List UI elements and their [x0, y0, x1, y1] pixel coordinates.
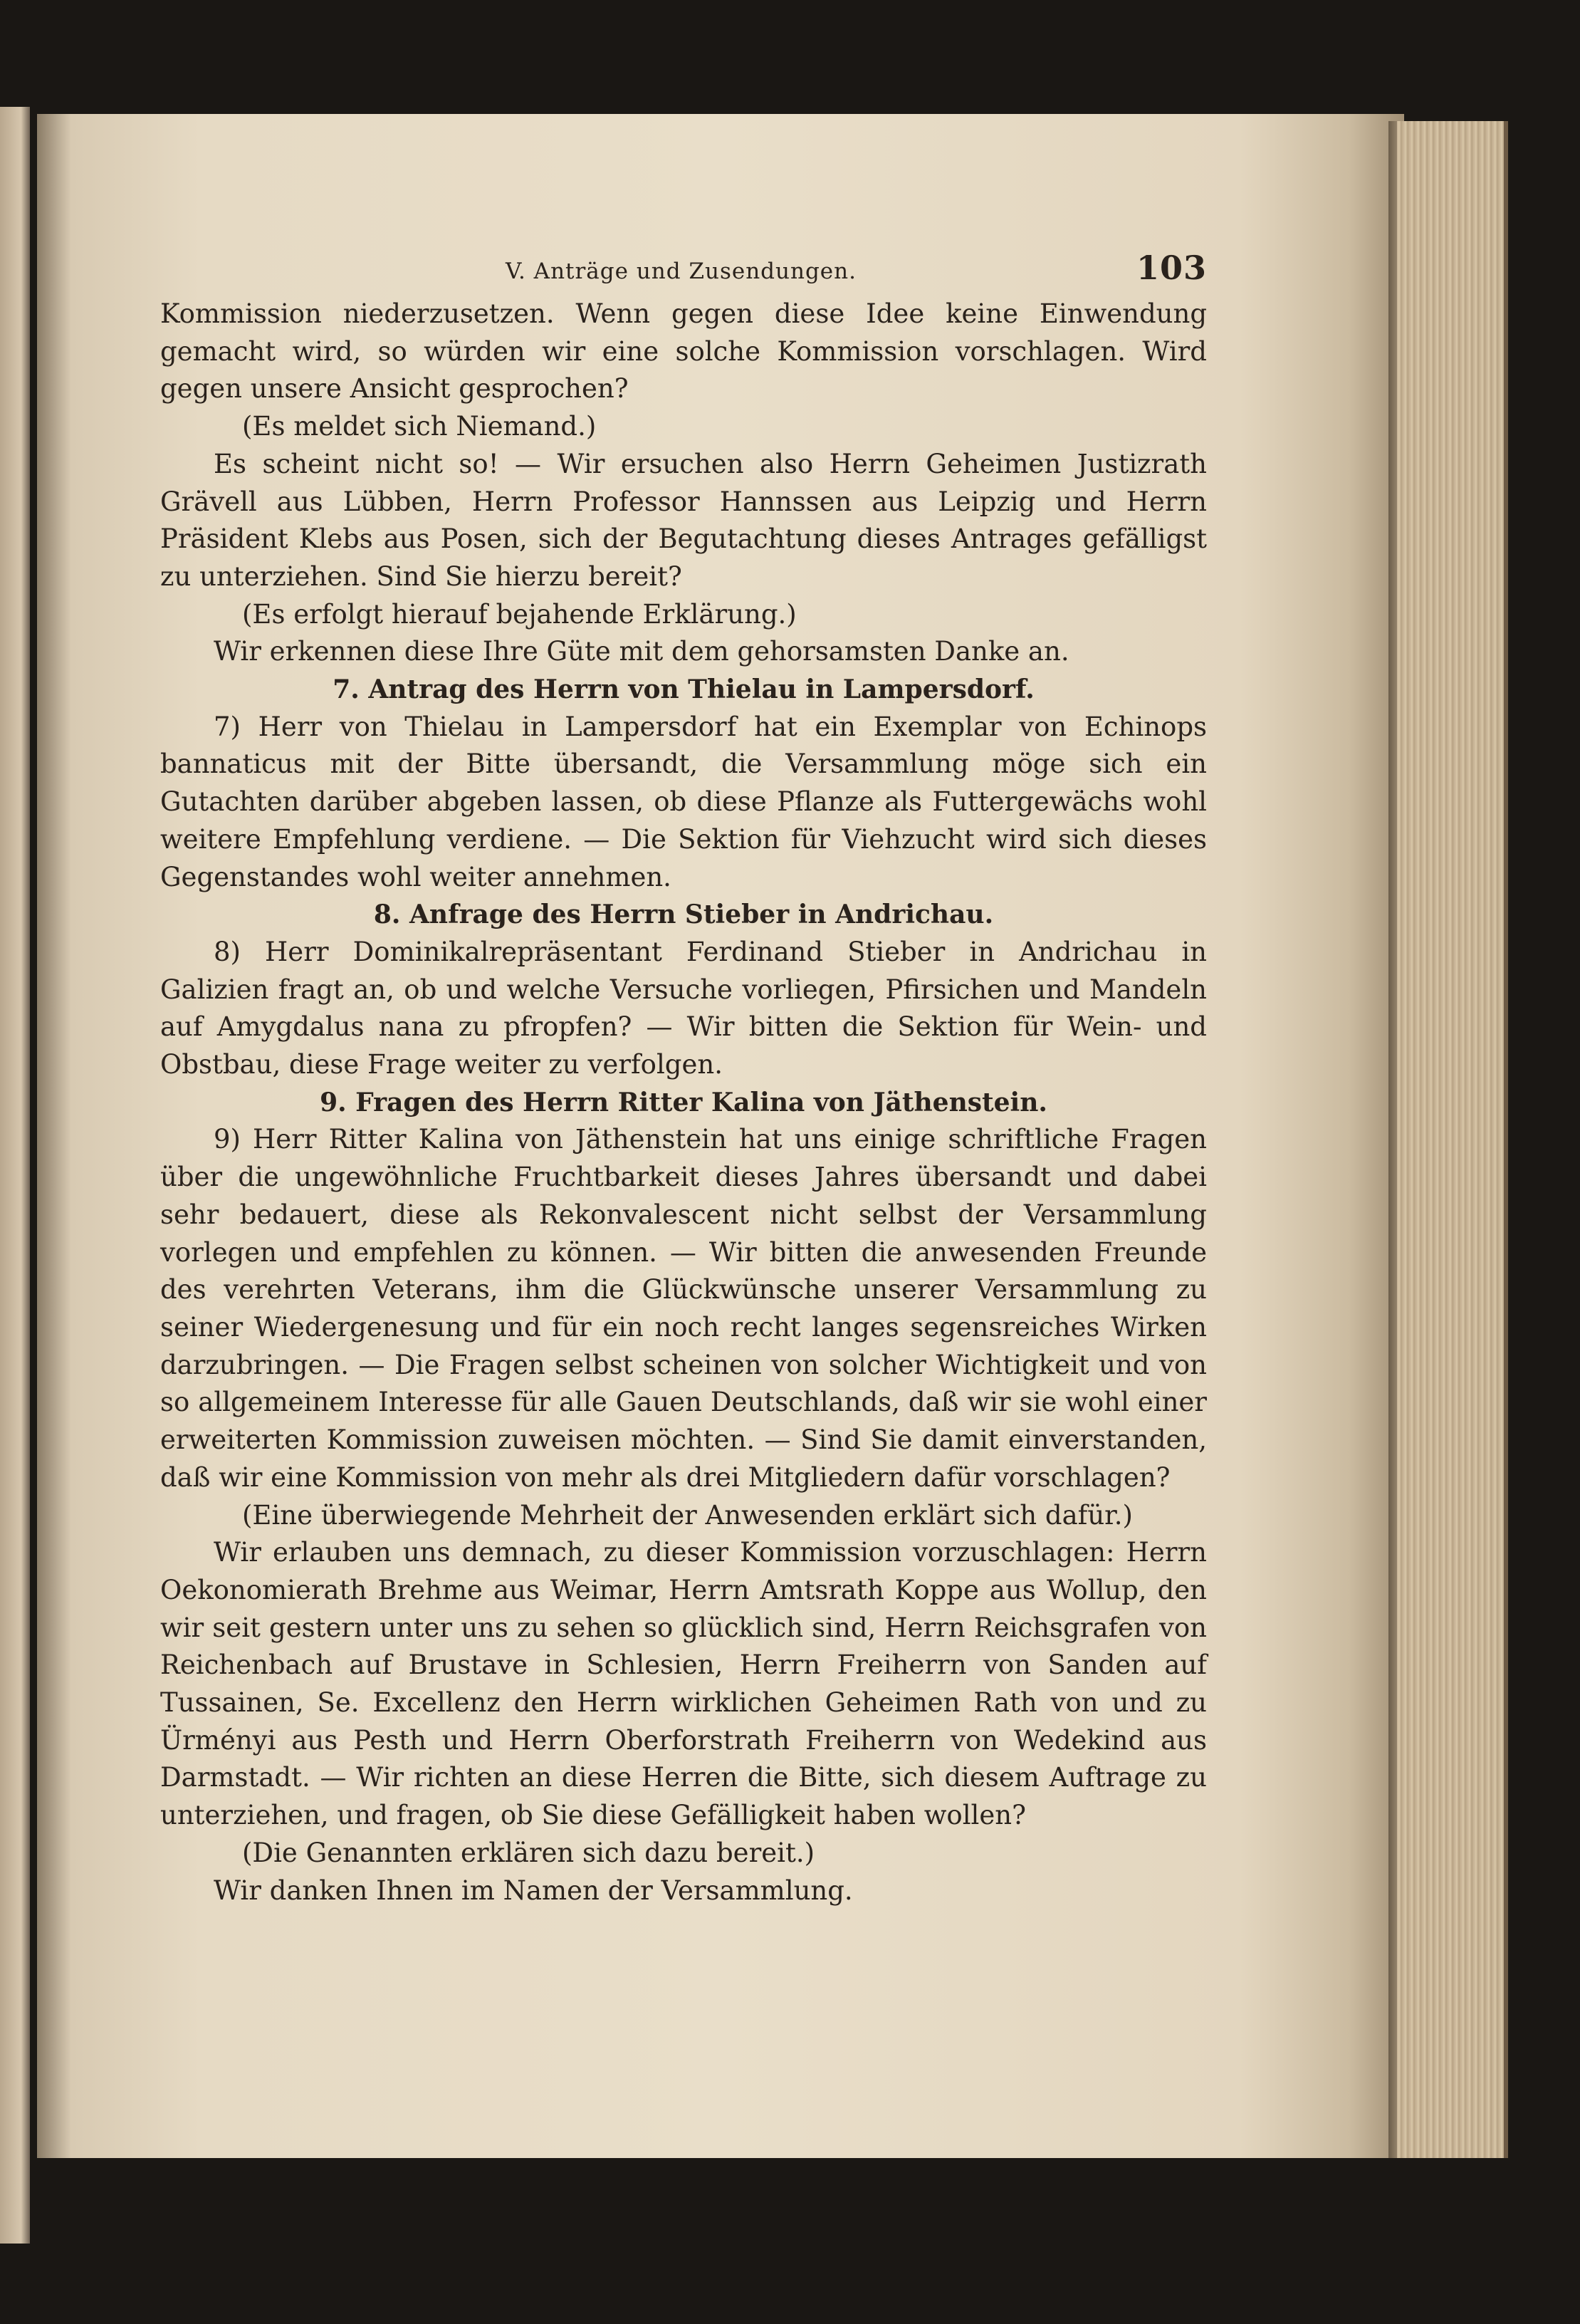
paragraph: (Die Genannten erklären sich dazu bereit.)	[242, 1837, 815, 1868]
paragraph: Wir erlauben uns demnach, zu dieser Kommission vorzuschlagen: Herrn Oekonomierath Brehme aus Weimar, Herrn Amtsrath Koppe aus Wollup, den wir seit gestern unter uns zu sehen so glücklich sind, Herrn Reichsgrafen von Reichenbach auf Brustave in Schlesien, Herrn Freiherrn von Sanden auf Tussainen, Se. Excellenz den Herrn wirklichen Geheimen Rath von und zu Ürményi aus Pesth und Herrn Oberforstrath Freiherrn von Wedekind aus Darmstadt. — Wir richten an diese Herren die Bitte, sich diesem Auftrage zu unterziehen, und fragen, ob Sie diese Gefälligkeit haben wollen?	[160, 1537, 1207, 1831]
paragraph: 8) Herr Dominikalrepräsentant Ferdinand Stieber in Andrichau in Galizien fragt an, ob und welche Versuche vorliegen, Pfirsichen und Mandeln auf Amygdalus nana zu pfropfen? — Wir bitten die Sektion für Wein- und Obstbau, diese Frage weiter zu verfolgen.	[160, 936, 1207, 1080]
paragraph: Wir erkennen diese Ihre Güte mit dem gehorsamsten Danke an.	[214, 636, 1069, 667]
paragraph: (Es meldet sich Niemand.)	[242, 411, 597, 442]
paragraph: (Eine überwiegende Mehrheit der Anwesenden erklärt sich dafür.)	[242, 1499, 1133, 1531]
paragraph: 9) Herr Ritter Kalina von Jäthenstein hat uns einige schriftliche Fragen über die ungewöhnliche Fruchtbarkeit dieses Jahres übersandt und dabei sehr bedauert, diese als Rekonvalescent nicht selbst der Versammlung vorlegen und empfehlen zu können. — Wir bitten die anwesenden Freunde des verehrten Veterans, ihm die Glückwünsche unserer Versammlung zu seiner Wiedergenesung und für ein noch recht langes segensreiches Wirken darzubringen. — Die Fragen selbst scheinen von solcher Wichtigkeit und von so allgemeinem Interesse für alle Gauen Deutschlands, daß wir sie wohl einer erweiterten Kommission zuweisen möchten. — Sind Sie damit einverstanden, daß wir eine Kommission von mehr als drei Mitgliedern dafür vorschlagen?	[160, 1124, 1207, 1493]
page-number: 103	[1136, 249, 1207, 287]
running-title: V. Anträge und Zusendungen.	[506, 259, 857, 284]
running-header	[160, 246, 1207, 296]
section-heading: 8. Anfrage des Herrn Stieber in Andrichau.	[373, 900, 994, 930]
paragraph: (Es erfolgt hierauf bejahende Erklärung.)	[242, 598, 797, 630]
book-edge	[1397, 121, 1508, 2158]
paragraph: Wir danken Ihnen im Namen der Versammlung.	[214, 1875, 853, 1906]
paragraph: Es scheint nicht so! — Wir ersuchen also Herrn Geheimen Justizrath Grävell aus Lübben, Herrn Professor Hannssen aus Leipzig und Herrn Präsident Klebs aus Posen, sich der Begutachtung dieses Antrages gefälligst zu unterziehen. Sind Sie hierzu bereit?	[160, 448, 1207, 592]
page-content	[160, 246, 1207, 1909]
paragraph: 7) Herr von Thielau in Lampersdorf hat ein Exemplar von Echinops bannaticus mit der Bitte übersandt, die Versammlung möge sich ein Gutachten darüber abgeben lassen, ob diese Pflanze als Futtergewächs wohl weitere Empfehlung verdiene. — Die Sektion für Viehzucht wird sich dieses Gegenstandes wohl weiter annehmen.	[160, 711, 1207, 892]
left-page-edge	[0, 107, 30, 2244]
section-heading: 7. Antrag des Herrn von Thielau in Lampersdorf.	[333, 674, 1035, 705]
section-heading: 9. Fragen des Herrn Ritter Kalina von Jäthenstein.	[320, 1087, 1047, 1117]
paragraph: Kommission niederzusetzen. Wenn gegen diese Idee keine Einwendung gemacht wird, so würden wir eine solche Kommission vorschlagen. Wird gegen unsere Ansicht gesprochen?	[160, 298, 1207, 405]
